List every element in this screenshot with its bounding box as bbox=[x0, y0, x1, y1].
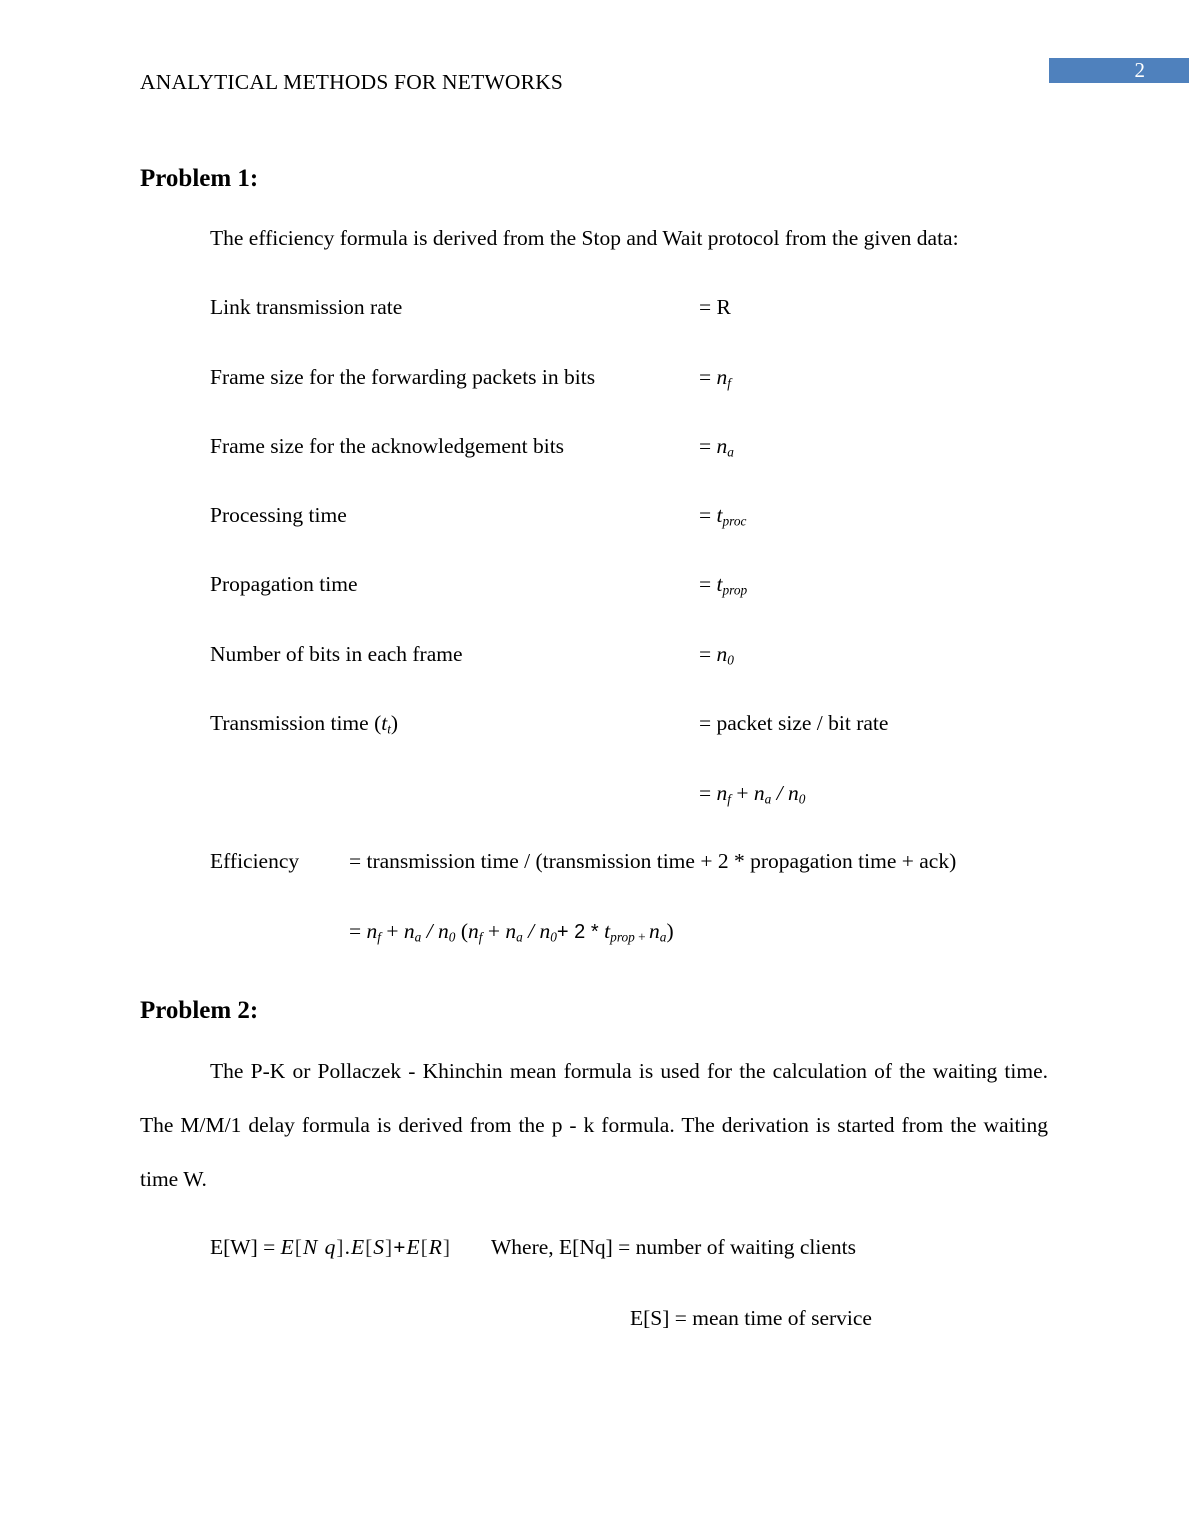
problem-1-heading: Problem 1: bbox=[140, 165, 259, 192]
efficiency-label: Efficiency bbox=[210, 849, 300, 873]
transmission-formula: = $n_f + n_a / n_0$ bbox=[699, 781, 806, 807]
row-frame-ack-value: = $n_a$ bbox=[699, 434, 734, 460]
problem-1-intro: The efficiency formula is derived from the Stop and Wait protocol from the given data: bbox=[210, 226, 959, 250]
ew-math-expression: E[N q].E[S]+E[R] bbox=[280, 1235, 452, 1259]
row-bits-label: Number of bits in each frame bbox=[210, 642, 463, 666]
es-definition: E[S] = mean time of service bbox=[630, 1306, 872, 1330]
row-bits-value: = $n_0$ bbox=[699, 642, 734, 668]
where-text: Where, E[Nq] = number of waiting clients bbox=[491, 1235, 856, 1259]
ew-equation: E[W] = E[N q].E[S]+E[R] bbox=[210, 1235, 452, 1259]
problem-2-paragraph: The P-K or Pollaczek - Khinchin mean formula is used for the calculation of the waiting time. The M/M/1 delay formula is derived from the p - k formula. The derivation is started from the waiting time W. bbox=[140, 1059, 1048, 1191]
row-link-rate-label: Link transmission rate bbox=[210, 295, 403, 319]
problem-2-heading: Problem 2: bbox=[140, 997, 259, 1024]
row-propagation-value: = $t_{prop}$ bbox=[699, 572, 748, 598]
page-number: 2 bbox=[1134, 58, 1145, 82]
row-processing-label: Processing time bbox=[210, 503, 347, 527]
row-propagation-label: Propagation time bbox=[210, 572, 358, 596]
row-frame-forward-value: = $n_f$ bbox=[699, 365, 731, 391]
row-transmission-label: Transmission time $(t_t)$ bbox=[210, 711, 399, 737]
row-frame-forward-label: Frame size for the forwarding packets in bits bbox=[210, 365, 596, 389]
row-processing-value: = $t_{proc}$ bbox=[699, 503, 747, 529]
running-header-title: ANALYTICAL METHODS FOR NETWORKS bbox=[140, 70, 564, 94]
row-frame-ack-label: Frame size for the acknowledgement bits bbox=[210, 434, 565, 458]
row-link-rate-value: = R bbox=[699, 295, 731, 319]
efficiency-formula: = $n_f + n_a / n_0$ ($n_f + n_a / n_0+ 2 * t_{prop +}$ $n_a$) bbox=[349, 919, 674, 945]
efficiency-definition: = transmission time / (transmission time + 2 * propagation time + ack) bbox=[349, 849, 957, 873]
page-number-box bbox=[1049, 58, 1189, 83]
row-transmission-value: = packet size / bit rate bbox=[699, 711, 889, 735]
